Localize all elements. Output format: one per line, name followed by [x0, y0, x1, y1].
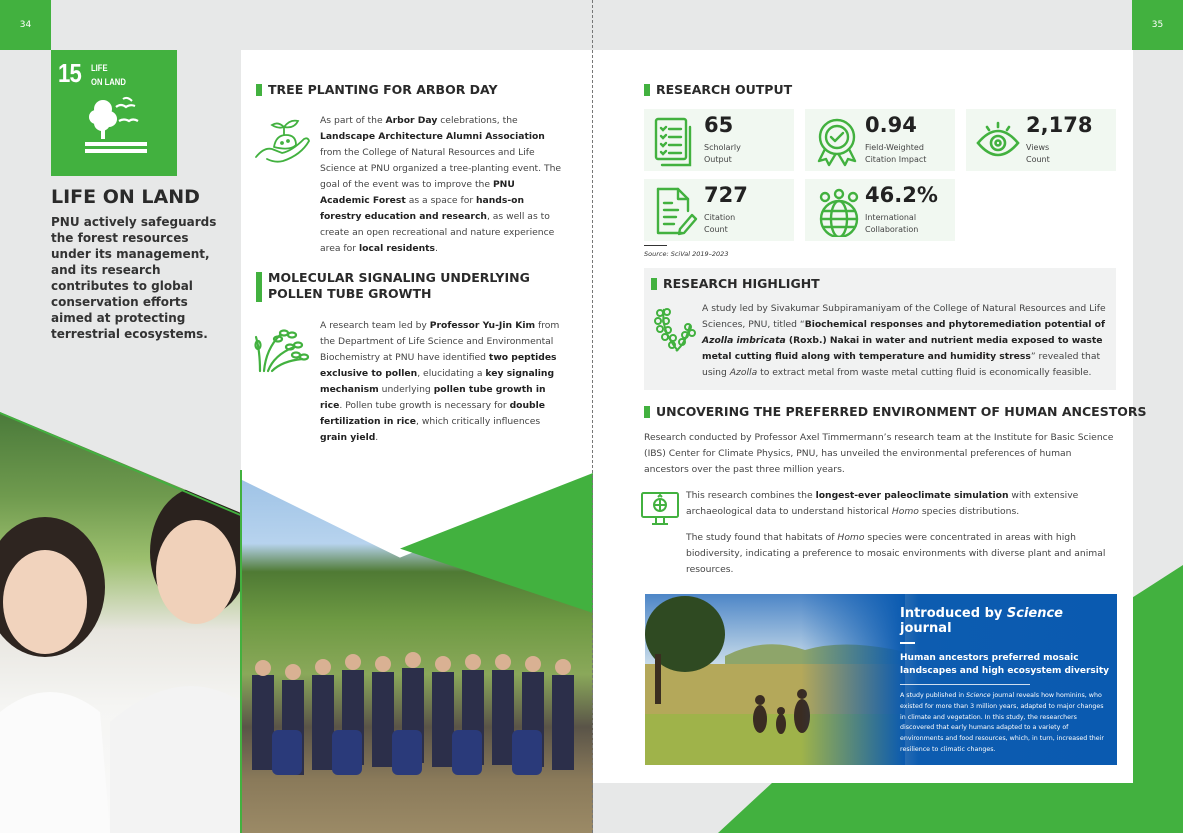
stat-value: 0.94 [865, 113, 917, 137]
document-pen-icon [654, 187, 698, 237]
green-corner-shape-bottom [718, 783, 1133, 833]
text-segment: grain yield [320, 432, 376, 443]
text-segment: , elucidating a [417, 368, 486, 379]
ancestors-heading: UNCOVERING THE PREFERRED ENVIRONMENT OF HUMAN ANCESTORS [644, 404, 1146, 420]
text-segment: Azolla imbricata [702, 335, 786, 346]
sdg-label [91, 61, 126, 89]
stat-views-count [966, 109, 1116, 171]
checklist-icon [654, 117, 698, 167]
text-segment: to extract metal from waste metal cutting fluid is economically feasible. [757, 367, 1092, 378]
left-page-description: PNU actively safeguards the forest resources under its management, and its research contributes to global conservation efforts aimed at protecting terrestrial ecosystems. [51, 215, 217, 341]
research-highlight-heading: RESEARCH HIGHLIGHT [651, 276, 820, 292]
stat-label: Citation Count [704, 213, 736, 234]
text-segment: Azolla [729, 367, 758, 378]
text-segment: longest-ever paleoclimate simulation [815, 490, 1009, 501]
text-segment: Landscape Architecture Alumni Association [320, 131, 545, 142]
rice-plant-icon [254, 325, 312, 373]
stat-value: 46.2% [865, 183, 938, 207]
azolla-fern-icon [650, 305, 696, 355]
text-segment: ” revealed that using [702, 351, 1101, 378]
sdg-15-tile [51, 50, 177, 176]
text-segment: two peptides exclusive to pollen [320, 352, 557, 379]
tree-birds-icon [81, 95, 147, 161]
science-title: Introduced by Science journal [900, 606, 1063, 636]
text-segment: The study found that habitats of [686, 532, 838, 543]
science-body: A study published in Science journal reveals how hominins, who existed for more than 3 million years, adapted to major changes in climate and vegetation. In this study, the researchers discovered that early humans adapted to a variety of environments and food resources, which, in turn, increased their resilience to climatic changes. [900, 692, 1104, 753]
stat-value: 65 [704, 113, 734, 137]
stat-international-collaboration [805, 179, 955, 241]
text-segment: species distributions. [918, 506, 1020, 517]
arbor-day-body [320, 113, 565, 257]
science-text-block [900, 606, 1110, 756]
text-segment: . Pollen tube growth is necessary for [339, 400, 510, 411]
text-segment: (Roxb.) Nakai in water and nutrient media exposed to waste metal cutting fluid along with temperature and humidity stress [702, 335, 1103, 362]
sdg-label-line1: LIFE [91, 63, 108, 73]
monitor-globe-icon [640, 491, 680, 527]
researchers-photo [0, 412, 241, 833]
text-segment: A study led by Sivakumar Subpiramaniyam of the College of Natural Resources and Life Sciences, PNU, titled “ [702, 303, 1106, 330]
text-segment: A research team led by [320, 320, 430, 331]
research-output-heading: RESEARCH OUTPUT [644, 82, 792, 98]
arbor-day-heading: TREE PLANTING FOR ARBOR DAY [256, 82, 498, 98]
stat-value: 727 [704, 183, 748, 207]
eye-icon [976, 117, 1020, 167]
text-segment: underlying [378, 384, 434, 395]
text-segment: double fertilization in rice [320, 400, 545, 427]
text-segment: as a space for [405, 195, 477, 206]
stat-label: International Collaboration [865, 213, 919, 234]
green-corner-shape-right [1133, 565, 1183, 833]
globe-people-icon [815, 187, 863, 237]
pollen-body [320, 318, 565, 446]
text-segment: PNU Academic Forest [320, 179, 515, 206]
hominins-landscape-illustration [645, 594, 905, 765]
text-segment: species were concentrated in areas with high biodiversity, indicating a preference to mosaic environments with diverse plant and animal resources. [686, 532, 1106, 575]
stat-citation-count [644, 179, 794, 241]
text-segment: Arbor Day [385, 115, 438, 126]
text-segment: As part of the [320, 115, 386, 126]
title-dash [900, 642, 915, 644]
text-segment: . [435, 243, 438, 254]
text-segment: . [375, 432, 379, 443]
stat-label: Views Count [1026, 143, 1050, 164]
sdg-label-line2: ON LAND [91, 77, 126, 87]
stat-scholarly-output [644, 109, 794, 171]
page-number-right: 35 [1132, 0, 1183, 50]
green-vertical-line [240, 470, 242, 833]
science-journal-feature [645, 594, 1117, 765]
text-segment: key signaling mechanism [320, 368, 555, 395]
text-segment: Homo [837, 532, 865, 543]
sdg-number: 15 [58, 58, 81, 88]
text-segment: hands-on forestry education and research [320, 195, 525, 222]
research-highlight-body [702, 301, 1107, 381]
text-segment: local residents [358, 243, 436, 254]
page-number-left: 34 [0, 0, 51, 50]
subtitle-rule [900, 684, 1030, 685]
stat-label: Field-Weighted Citation Impact [865, 143, 927, 164]
text-segment: celebrations, the [437, 115, 518, 126]
text-segment: from the College of Natural Resources and Life Science at PNU organized a tree-planting event. The goal of the event was to improve the [320, 147, 562, 190]
text-segment: pollen tube growth in rice [320, 384, 546, 411]
award-ribbon-icon [815, 117, 859, 167]
source-note: Source: SciVal 2019–2023 [644, 250, 729, 258]
text-segment: with extensive archaeological data to understand historical [686, 490, 1079, 517]
page-spine [592, 0, 593, 833]
stat-fwci [805, 109, 955, 171]
text-segment: Homo [891, 506, 919, 517]
ancestors-intro: Research conducted by Professor Axel Timmermann’s research team at the Institute for Basic Science (IBS) Center for Climate Physics, PNU, has unveiled the environmental preferences of human ancestors over the past three million years. [644, 432, 1114, 475]
stat-value: 2,178 [1026, 113, 1093, 137]
text-segment: from the Department of Life Science and Environmental Biochemistry at PNU have identified [320, 320, 560, 363]
hand-sprout-icon [254, 117, 312, 165]
ancestors-para1 [686, 488, 1106, 520]
left-page-title: LIFE ON LAND [51, 186, 200, 208]
source-rule [644, 245, 667, 246]
text-segment: , which critically influences [415, 416, 541, 427]
science-subtitle: Human ancestors preferred mosaic landscapes and high ecosystem diversity [900, 653, 1110, 676]
text-segment: Biochemical responses and phytoremediation potential of [804, 319, 1105, 330]
text-segment: This research combines the [686, 490, 816, 501]
stat-label: Scholarly Output [704, 143, 741, 164]
researchers-illustration [0, 412, 241, 833]
pollen-heading: MOLECULAR SIGNALING UNDERLYING POLLEN TUBE GROWTH [256, 270, 556, 302]
ancestors-para2 [686, 530, 1106, 578]
text-segment: , as well as to create an open recreational and nature experience area for [320, 211, 555, 254]
text-segment: Professor Yu-Jin Kim [429, 320, 536, 331]
